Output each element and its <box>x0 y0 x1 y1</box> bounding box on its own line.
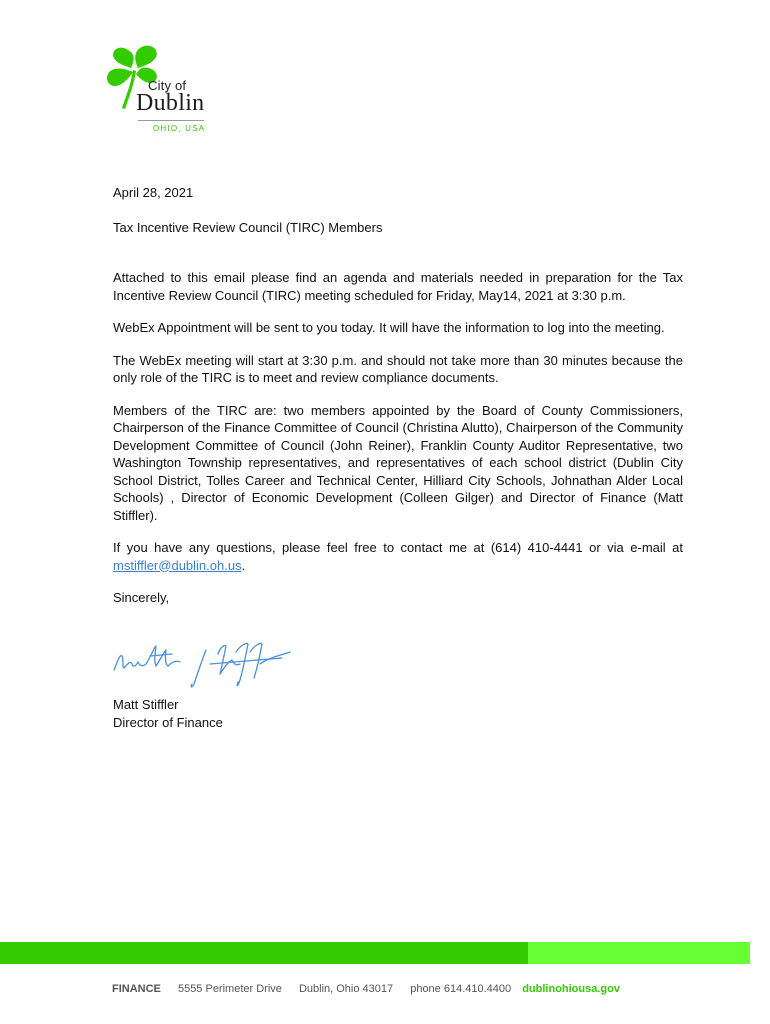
signer-block <box>113 696 223 732</box>
letter-date: April 28, 2021 <box>113 185 194 200</box>
logo-dublin-text: Dublin <box>136 90 205 116</box>
paragraph-webex-meeting: The WebEx meeting will start at 3:30 p.m. and should not take more than 30 minutes because the only role of the TIRC is to meet and review compliance documents. <box>113 352 683 385</box>
footer <box>112 983 620 995</box>
paragraph-members: Members of the TIRC are: two members appointed by the Board of County Commissioners, Chairperson of the Finance Committee of Council (Christina Alutto), Chairperson of the Community Development Committee of Council (John Reiner), Franklin County Auditor Representative, two Washington Township representatives, and representatives of each school district (Dublin City School District, Tolles Career and Technical Center, Hilliard City Schools, Johnathan Alder Local Schools) , Director of Economic Development (Colleen Gilger) and Director of Finance (Matt Stiffler). <box>113 402 683 523</box>
footer-street: 5555 Perimeter Drive <box>177 983 282 995</box>
footer-website-link[interactable]: dublinohiousa.gov <box>522 983 620 995</box>
footer-color-bar-accent <box>528 942 750 964</box>
letter-recipient: Tax Incentive Review Council (TIRC) Members <box>113 219 383 235</box>
letter-body <box>113 184 683 607</box>
logo-divider <box>138 120 204 121</box>
footer-department: FINANCE <box>112 983 161 995</box>
paragraph-webex-appointment: WebEx Appointment will be sent to you today. It will have the information to log into the meeting. <box>113 320 665 335</box>
letter-closing: Sincerely, <box>113 590 170 605</box>
logo-state-text: OHIO, USA <box>153 124 206 133</box>
signer-title: Director of Finance <box>113 715 223 730</box>
footer-city: Dublin, Ohio 43017 <box>298 983 394 995</box>
handwritten-signature <box>110 634 310 694</box>
contact-end: . <box>241 557 246 573</box>
contact-text: If you have any questions, please feel free to contact me at (614) 410-4441 or via e-mail at <box>113 540 683 555</box>
signer-name: Matt Stiffler <box>113 697 179 712</box>
paragraph-agenda: Attached to this email please find an agenda and materials needed in preparation for the Tax Incentive Review Council (TIRC) meeting scheduled for Friday, May14, 2021 at 3:30 p.m. <box>113 270 683 303</box>
paragraph-contact <box>113 539 683 574</box>
logo-city-of-text: City of <box>148 78 187 93</box>
footer-phone: phone 614.410.4400 <box>410 983 512 995</box>
email-link[interactable]: mstiffler@dublin.oh.us <box>113 557 242 573</box>
